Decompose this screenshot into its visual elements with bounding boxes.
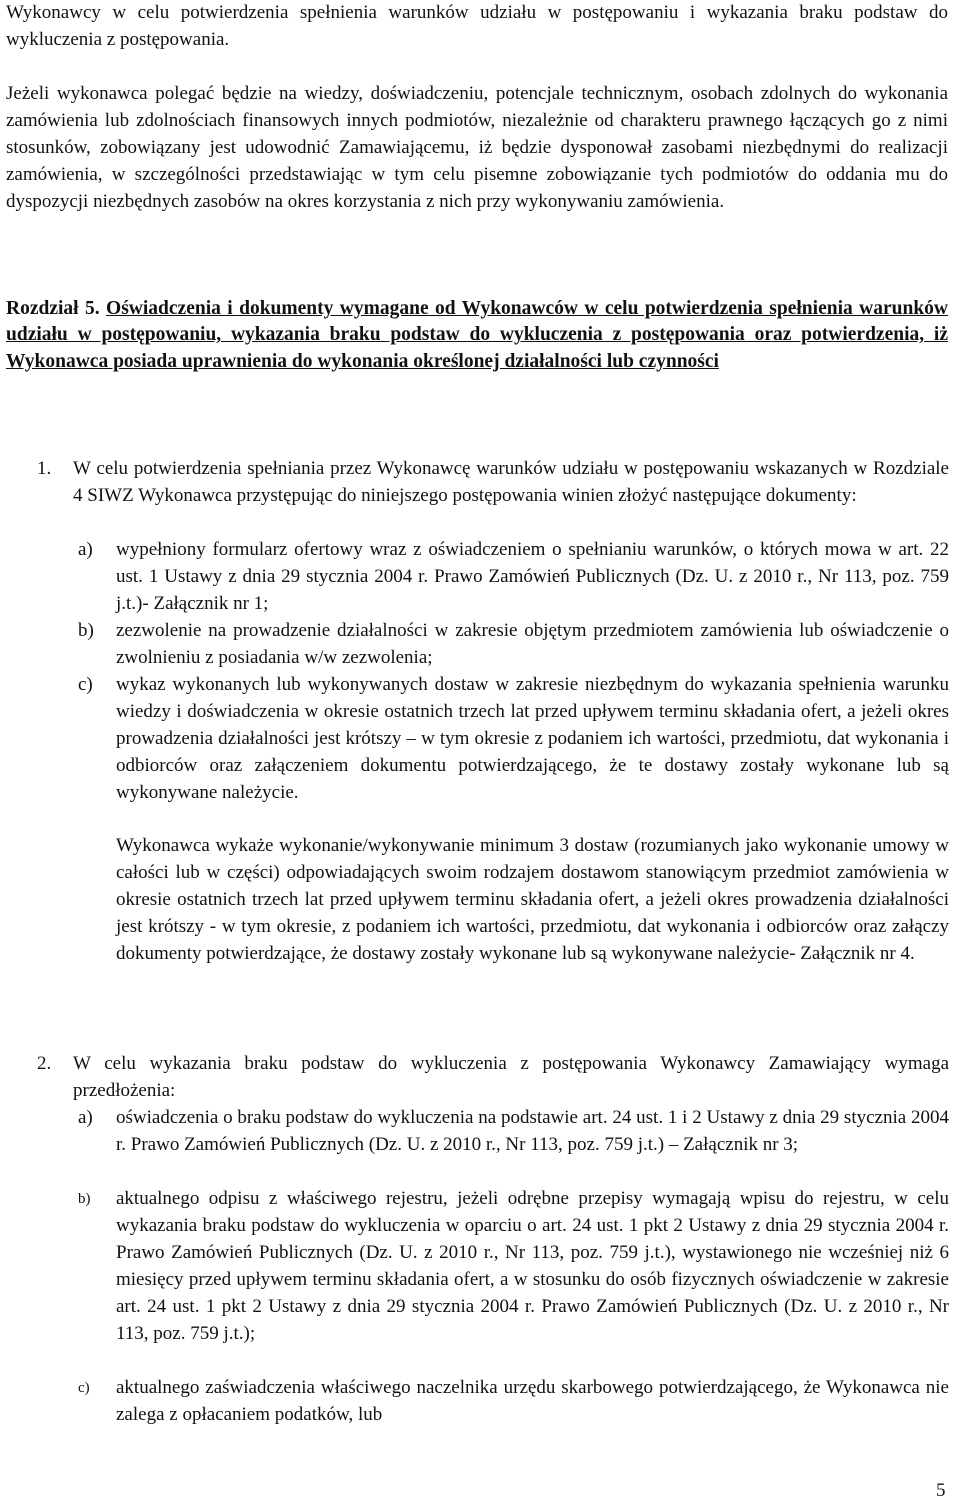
subitem-continuation: Wykonawca wykaże wykonanie/wykonywanie minimum 3 dostaw (rozumianych jako wykonanie umowy w całości lub w części) odpowiadających swoim rodzajem dostawom stanowiącym przedmiot zamówienia w okresie ostatnich trzech lat przed upływem terminu składania ofert, a jeżeli okres prowadzenia działalności jest krótszy - w tym okresie, z podaniem ich wartości, przedmiotu, dat wykonania i odbiorców oraz załączy dokumenty potwierdzające, że dostawy zostały wykonane lub są wykonywane należycie- Załącznik nr 4. (116, 835, 949, 964)
subitem-letter: b) (78, 620, 94, 641)
subitem-letter: c) (78, 1380, 90, 1396)
subitem-letter: a) (78, 539, 93, 560)
chapter-label: Rozdział 5. (6, 298, 100, 319)
subitem-text: aktualnego zaświadczenia właściwego naczelnika urzędu skarbowego potwierdzającego, że Wykonawca nie zalega z opłacaniem podatków, lub (116, 1377, 949, 1425)
intro-fragment: Wykonawcy w celu potwierdzenia spełnienia warunków udziału w postępowaniu i wykazania braku podstaw do wykluczenia z postępowania. (6, 2, 948, 50)
page-number: 5 (936, 1480, 946, 1501)
subitem-text: wykaz wykonanych lub wykonywanych dostaw w zakresie niezbędnym do wykazania spełnienia warunku wiedzy i doświadczenia w okresie ostatnich trzech lat przed upływem terminu składania ofert, a jeżeli okres prowadzenia działalności jest krótszy – w tym okresie z podaniem ich wartości, przedmiotu, dat wykonania i odbiorców oraz załączeniem dokumentu potwierdzającego, że te dostawy zostały wykonane lub są wykonywane należycie. (116, 674, 949, 803)
subitem-text: zezwolenie na prowadzenie działalności w zakresie objętym przedmiotem zamówienia lub oświadczenie o zwolnieniu z posiadania w/w zezwolenia; (116, 620, 949, 668)
subitem-letter: b) (78, 1191, 91, 1207)
item-text: W celu wykazania braku podstaw do wykluczenia z postępowania Wykonawcy Zamawiający wymaga przedłożenia: (73, 1053, 949, 1101)
subitem-text: oświadczenia o braku podstaw do wykluczenia na podstawie art. 24 ust. 1 i 2 Ustawy z dnia 29 stycznia 2004 r. Prawo Zamówień Publicznych (Dz. U. z 2010 r., Nr 113, poz. 759 j.t.) – Załącznik nr 3; (116, 1107, 949, 1155)
subitem-text: aktualnego odpisu z właściwego rejestru, jeżeli odrębne przepisy wymagają wpisu do rejestru, w celu wykazania braku podstaw do wykluczenia w oparciu o art. 24 ust. 1 pkt 2 Ustawy z dnia 29 stycznia 2004 r. Prawo Zamówień Publicznych (Dz. U. z 2010 r., Nr 113, poz. 759 j.t.), wystawionego nie wcześniej niż 6 miesięcy przed upływem terminu składania ofert, a w stosunku do osób fizycznych oświadczenie w zakresie art. 24 ust. 1 pkt 2 Ustawy z dnia 29 stycznia 2004 r. Prawo Zamówień Publicznych (Dz. U. z 2010 r., Nr 113, poz. 759 j.t.); (116, 1188, 949, 1344)
item-number: 1. (37, 458, 52, 479)
subitem-text: wypełniony formularz ofertowy wraz z oświadczeniem o spełnianiu warunków, o których mowa w art. 22 ust. 1 Ustawy z dnia 29 stycznia 2004 r. Prawo Zamówień Publicznych (Dz. U. z 2010 r., Nr 113, poz. 759 j.t.)- Załącznik nr 1; (116, 539, 949, 614)
reliance-paragraph: Jeżeli wykonawca polegać będzie na wiedzy, doświadczeniu, potencjale technicznym, osobach zdolnych do wykonania zamówienia lub zdolnościach finansowych innych podmiotów, niezależnie od charakteru prawnego łączących go z nimi stosunków, zobowiązany jest udowodnić Zamawiającemu, iż będzie dysponował zasobami niezbędnymi do realizacji zamówienia, w szczególności przedstawiając w tym celu pisemne zobowiązanie tych podmiotów do oddania mu do dyspozycji niezbędnych zasobów na okres korzystania z nich przy wykonywaniu zamówienia. (6, 83, 948, 212)
item-number: 2. (37, 1053, 52, 1074)
subitem-letter: c) (78, 674, 93, 695)
subitem-letter: a) (78, 1107, 93, 1128)
item-text: W celu potwierdzenia spełniania przez Wykonawcę warunków udziału w postępowaniu wskazanych w Rozdziale 4 SIWZ Wykonawca przystępując do niniejszego postępowania winien złożyć następujące dokumenty: (73, 458, 949, 506)
chapter-title: Oświadczenia i dokumenty wymagane od Wykonawców w celu potwierdzenia spełnienia warunków udziału w postępowaniu, wykazania braku podstaw do wykluczenia z postępowania oraz potwierdzenia, iż Wykonawca posiada uprawnienia do wykonania określonej działalności lub czynności (6, 298, 949, 372)
chapter-heading (6, 296, 948, 375)
